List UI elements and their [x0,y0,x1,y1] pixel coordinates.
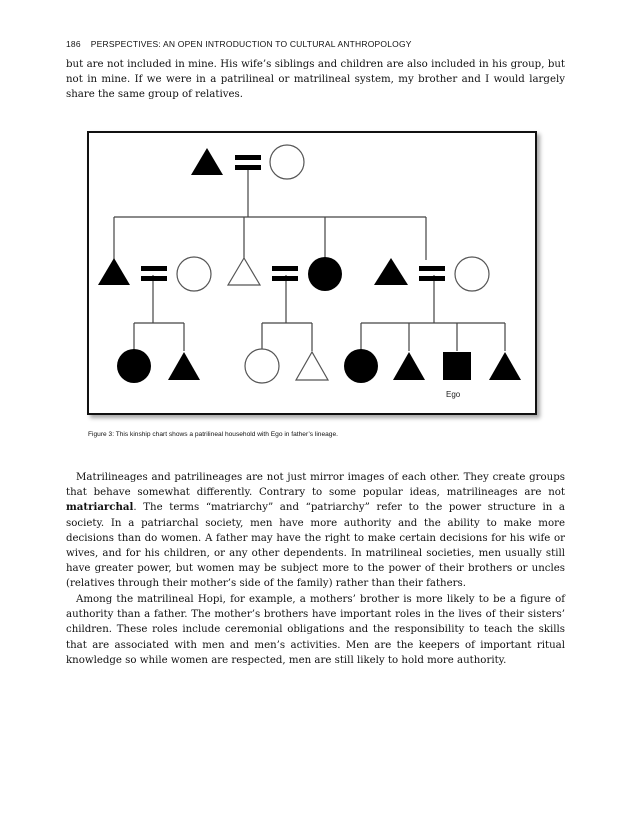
marriage-sign [272,266,298,271]
son-2-triangle [374,258,408,285]
grandchild-triangle [489,352,521,380]
running-title: PERSPECTIVES: AN OPEN INTRODUCTION TO CULTURAL ANTHROPOLOGY [90,39,412,49]
marriage-sign [235,165,261,170]
grandchild-circle [117,349,151,383]
marriage-sign [272,276,298,281]
wife-1-circle [177,257,211,291]
paragraph-matrilineages [66,470,565,592]
grandchild-circle [344,349,378,383]
kinship-chart-figure [87,131,537,415]
connector-lines [114,169,505,351]
running-header [66,39,412,49]
marriage-sign [235,155,261,160]
son-1-triangle [98,258,130,285]
p2-text-a: Matrilineages and patrilineages are not just mirror images of each other. They create groups that behave somewhat differently. Contrary to some popular ideas, matrilineages are not [66,472,565,499]
daughter-circle [308,257,342,291]
bold-term-matriarchal: matriarchal [66,501,134,514]
ego-square [443,352,471,380]
grandmother-circle [270,145,304,179]
ego-label: Ego [446,390,461,399]
marriage-sign [419,266,445,271]
wife-2-circle [455,257,489,291]
grandfather-triangle [191,148,223,175]
page-number: 186 [66,39,81,49]
grandchild-triangle [168,352,200,380]
marriage-sign [141,276,167,281]
grandchild-circle [245,349,279,383]
marriage-sign [141,266,167,271]
son-in-law-triangle [228,258,260,285]
kinship-chart [89,133,535,413]
paragraph-continued: but are not included in mine. His wife’s siblings and children are also included in his group, but not in mine. If we were in a patrilineal or matrilineal system, my brother and I would largely share the same group of relatives. [66,59,565,101]
paragraph-hopi: Among the matrilineal Hopi, for example, a mothers’ brother is more likely to be a figure of authority than a father. The mother’s brothers have important roles in the lives of their sisters’ children. These roles include ceremonial obligations and the responsibility to teach the skills that are associated with men and men’s activities. Men are the keepers of important ritual knowledge so while women are respected, men are still likely to hold more authority. [66,594,565,666]
grandchild-triangle [393,352,425,380]
p2-text-b: . The terms “matriarchy” and “patriarchy” refer to the power structure in a society. In a patriarchal society, men have more authority and the ability to make more decisions than do women. A father may have the right to make certain decisions for his wife or wives, and for his children, or any other dependents. In matrilineal societies, men usually still have greater power, but women may be subject more to the power of their brothers or uncles (relatives through their mother’s side of the family) rather than their fathers. [66,502,565,590]
grandchild-triangle [296,352,328,380]
marriage-sign [419,276,445,281]
figure-caption: Figure 3: This kinship chart shows a patrilineal household with Ego in father’s lineage. [88,431,338,438]
